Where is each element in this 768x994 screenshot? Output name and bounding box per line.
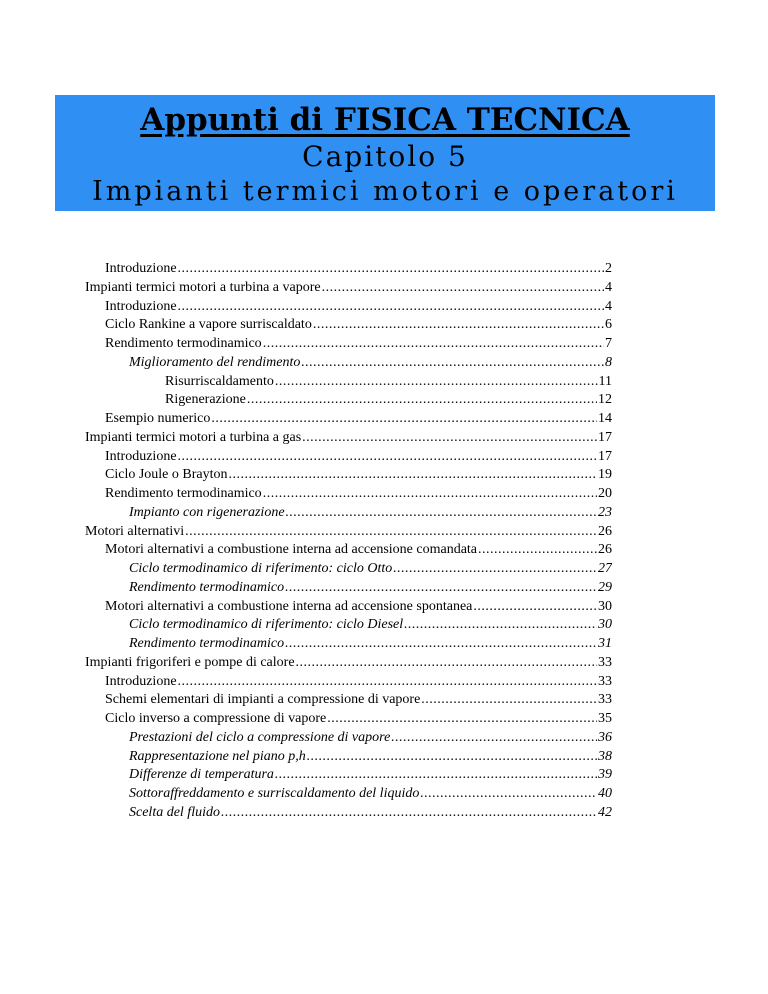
toc-page-number: 33: [598, 654, 612, 670]
toc-entry-label: Introduzione: [105, 261, 177, 276]
toc-page-number: 11: [598, 373, 612, 389]
toc-entry[interactable]: [85, 448, 612, 467]
toc-page-number: 26: [598, 523, 612, 539]
toc-dot-leader: [178, 298, 604, 317]
toc-dot-leader: [404, 616, 597, 635]
toc-page-number: 20: [598, 486, 612, 501]
toc-dot-leader: [302, 429, 597, 448]
toc-page-number: 40: [598, 786, 612, 801]
toc-dot-leader: [421, 691, 597, 710]
toc-dot-leader: [275, 373, 598, 392]
toc-page-number: 31: [598, 636, 612, 651]
toc-entry[interactable]: [85, 673, 612, 692]
toc-entry-label: Introduzione: [105, 298, 177, 314]
toc-dot-leader: [211, 410, 597, 429]
toc-entry[interactable]: [85, 466, 612, 485]
toc-dot-leader: [420, 785, 597, 804]
toc-page-number: 6: [605, 317, 612, 333]
toc-dot-leader: [178, 260, 604, 279]
chapter-subtitle: Impianti termici motori e operatori: [92, 176, 678, 207]
toc-page-number: 39: [598, 767, 612, 783]
toc-entry-label: Rappresentazione nel piano p,h: [129, 748, 306, 764]
toc-dot-leader: [285, 579, 597, 598]
toc-entry-label: Impianti termici motori a turbina a gas: [85, 429, 302, 445]
toc-entry-label: Rendimento termodinamico: [105, 486, 262, 501]
document-title: Appunti di FISICA TECNICA: [140, 102, 630, 138]
toc-page-number: 17: [598, 429, 612, 445]
toc-entry-label: Ciclo termodinamico di riferimento: ciclo Diesel: [129, 617, 404, 633]
toc-entry-label: Introduzione: [105, 448, 177, 464]
toc-page-number: 33: [598, 692, 612, 708]
toc-dot-leader: [221, 804, 597, 823]
table-of-contents: [85, 260, 612, 823]
toc-page-number: 30: [598, 598, 612, 614]
toc-dot-leader: [263, 485, 597, 504]
toc-page-number: 33: [598, 673, 612, 689]
toc-dot-leader: [393, 560, 597, 579]
toc-entry[interactable]: [85, 691, 612, 710]
toc-page-number: 27: [598, 561, 612, 576]
toc-entry[interactable]: [85, 391, 612, 410]
toc-entry[interactable]: [85, 785, 612, 804]
toc-page-number: 8: [605, 354, 612, 370]
toc-entry-label: Rendimento termodinamico: [129, 579, 285, 595]
toc-entry-label: Rendimento termodinamico: [129, 636, 285, 651]
toc-dot-leader: [296, 654, 597, 673]
toc-dot-leader: [229, 466, 598, 485]
toc-dot-leader: [178, 673, 597, 692]
toc-entry[interactable]: [85, 410, 612, 429]
toc-entry[interactable]: [85, 298, 612, 317]
toc-dot-leader: [263, 335, 604, 354]
toc-entry-label: Risurriscaldamento: [165, 373, 274, 389]
toc-entry[interactable]: [85, 616, 612, 635]
toc-entry-label: Motori alternativi a combustione interna ad accensione spontanea: [105, 598, 473, 614]
toc-entry-label: Differenze di temperatura: [129, 767, 274, 783]
toc-entry[interactable]: [85, 560, 612, 579]
toc-entry-label: Rendimento termodinamico: [105, 336, 262, 351]
toc-entry-label: Prestazioni del ciclo a compressione di vapore: [129, 729, 391, 745]
toc-page-number: 29: [598, 579, 612, 595]
toc-dot-leader: [391, 729, 597, 748]
toc-entry[interactable]: [85, 260, 612, 279]
toc-entry[interactable]: [85, 504, 612, 523]
toc-entry-label: Motori alternativi: [85, 523, 185, 539]
toc-dot-leader: [313, 316, 604, 335]
toc-page-number: 7: [605, 336, 612, 351]
toc-dot-leader: [185, 523, 597, 542]
toc-dot-leader: [322, 279, 604, 298]
toc-page-number: 42: [598, 804, 612, 820]
toc-entry[interactable]: [85, 335, 612, 354]
toc-entry[interactable]: [85, 316, 612, 335]
toc-entry-label: Introduzione: [105, 673, 177, 689]
toc-dot-leader: [275, 766, 597, 785]
toc-entry[interactable]: [85, 485, 612, 504]
toc-entry[interactable]: [85, 804, 612, 823]
toc-entry-label: Esempio numerico: [105, 411, 211, 426]
toc-dot-leader: [478, 541, 597, 560]
toc-page-number: 17: [598, 448, 612, 464]
toc-entry[interactable]: [85, 541, 612, 560]
toc-entry[interactable]: [85, 279, 612, 298]
toc-entry[interactable]: [85, 598, 612, 617]
toc-page-number: 19: [598, 467, 612, 483]
toc-dot-leader: [327, 710, 597, 729]
toc-page-number: 38: [598, 748, 612, 764]
toc-entry-label: Motori alternativi a combustione interna ad accensione comandata: [105, 542, 478, 558]
toc-entry[interactable]: [85, 748, 612, 767]
toc-dot-leader: [301, 354, 604, 373]
toc-page-number: 26: [598, 542, 612, 558]
toc-entry-label: Rigenerazione: [165, 392, 246, 408]
toc-entry[interactable]: [85, 523, 612, 542]
toc-page-number: 30: [598, 617, 612, 633]
toc-entry[interactable]: [85, 766, 612, 785]
toc-entry-label: Impianto con rigenerazione: [129, 504, 285, 520]
toc-page-number: 35: [598, 711, 612, 726]
toc-page-number: 12: [598, 392, 612, 408]
toc-dot-leader: [247, 391, 597, 410]
toc-dot-leader: [286, 504, 597, 523]
toc-entry-label: Miglioramento del rendimento: [129, 354, 301, 370]
toc-entry-label: Sottoraffreddamento e surriscaldamento del liquido: [129, 786, 420, 801]
toc-entry[interactable]: [85, 710, 612, 729]
toc-entry-label: Impianti frigoriferi e pompe di calore: [85, 654, 295, 670]
toc-entry-label: Ciclo inverso a compressione di vapore: [105, 711, 327, 726]
toc-entry[interactable]: [85, 635, 612, 654]
toc-dot-leader: [285, 635, 597, 654]
toc-entry[interactable]: [85, 654, 612, 673]
toc-entry[interactable]: [85, 373, 612, 392]
toc-entry-label: Impianti termici motori a turbina a vapore: [85, 279, 321, 295]
toc-entry[interactable]: [85, 729, 612, 748]
toc-entry-label: Ciclo Joule o Brayton: [105, 467, 228, 483]
toc-entry[interactable]: [85, 579, 612, 598]
toc-entry-label: Ciclo termodinamico di riferimento: ciclo Otto: [129, 561, 393, 576]
toc-entry-label: Scelta del fluido: [129, 804, 220, 820]
toc-entry-label: Ciclo Rankine a vapore surriscaldato: [105, 317, 312, 333]
toc-dot-leader: [307, 748, 597, 767]
toc-page-number: 2: [605, 261, 612, 276]
toc-entry[interactable]: [85, 429, 612, 448]
toc-entry[interactable]: [85, 354, 612, 373]
toc-page-number: 14: [598, 411, 612, 426]
title-banner: [55, 95, 715, 211]
toc-page-number: 4: [605, 298, 612, 314]
toc-dot-leader: [473, 598, 597, 617]
toc-dot-leader: [178, 448, 597, 467]
toc-page-number: 4: [605, 279, 612, 295]
toc-page-number: 23: [598, 504, 612, 520]
toc-page-number: 36: [598, 729, 612, 745]
toc-entry-label: Schemi elementari di impianti a compressione di vapore: [105, 692, 421, 708]
chapter-heading: Capitolo 5: [302, 140, 468, 173]
